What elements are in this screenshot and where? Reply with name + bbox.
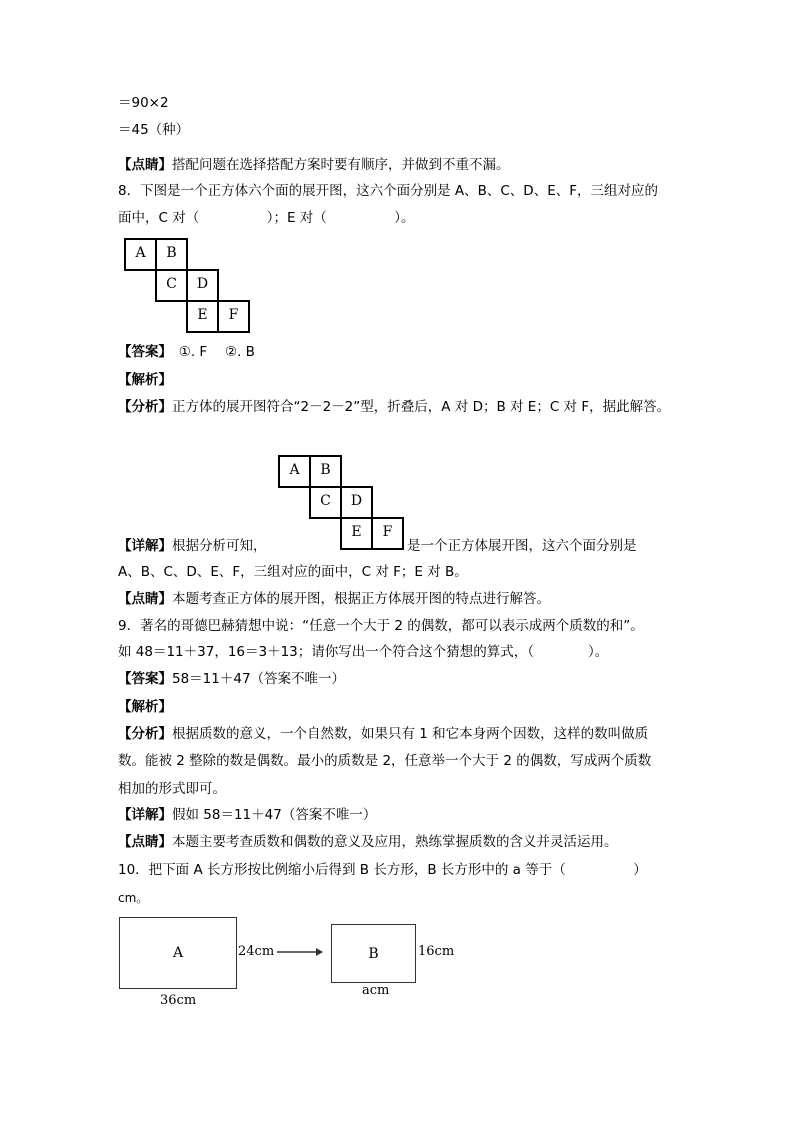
analysis-9-line2: 数。能被 2 整除的数是偶数。最小的质数是 2，任意举一个大于 2 的偶数，写成两个质数 (118, 753, 652, 769)
calc-line: ＝90×2 (118, 95, 169, 111)
question-10-line1: 10．把下面 A 长方形按比例缩小后得到 B 长方形，B 长方形中的 a 等于（ ） (118, 862, 647, 878)
analysis-heading: 【解析】 (118, 372, 172, 388)
net-face: C (309, 486, 342, 519)
text: 本题考查正方体的展开图，根据正方体展开图的特点进行解答。 (172, 591, 550, 607)
analysis-9 (118, 725, 648, 743)
arrow-icon (276, 946, 324, 958)
net-face: E (186, 300, 219, 333)
rectangle-b: B (331, 924, 416, 983)
text: 正方体的展开图符合“2－2－2”型，折叠后，A 对 D；B 对 E；C 对 F，据此解答。 (172, 399, 671, 415)
rectangle-a: A (119, 917, 237, 989)
net-face: A (278, 455, 311, 488)
text: ①. F ②. B (165, 344, 255, 360)
analysis-9-line3: 相加的形式即可。 (118, 781, 226, 797)
text: 搭配问题在选择搭配方案时要有顺序，并做到不重不漏。 (172, 157, 510, 173)
question-9-line1: 9．著名的哥德巴赫猜想中说：“任意一个大于 2 的偶数，都可以表示成两个质数的和”。 (118, 618, 644, 634)
tag: 【详解】 (118, 538, 172, 554)
question-9-line2: 如 48＝11＋37，16＝3＋13；请你写出一个符合这个猜想的算式，（ ）。 (118, 644, 609, 660)
net-face: B (155, 238, 188, 271)
detail-8-cont: 是一个正方体展开图，这六个面分别是 (407, 538, 637, 554)
question-10-line2: cm。 (118, 891, 149, 905)
comment-7 (118, 156, 510, 174)
net-face: E (340, 517, 373, 550)
label-a-height: 24cm (238, 944, 275, 959)
text: 根据分析可知， (172, 538, 267, 554)
net-face: C (155, 269, 188, 302)
question-8-line2: 面中，C 对（ ）；E 对（ ）。 (118, 210, 415, 226)
net-face: A (124, 238, 157, 271)
comment-9 (118, 833, 618, 851)
calc-result: ＝45（种） (118, 122, 190, 138)
detail-9 (118, 806, 376, 824)
label-b-width: acm (362, 983, 390, 998)
detail-8-line2: A、B、C、D、E、F，三组对应的面中，C 对 F；E 对 B。 (118, 564, 468, 580)
answer-8 (118, 343, 255, 361)
text: 本题主要考查质数和偶数的意义及应用，熟练掌握质数的含义并灵活运用。 (172, 834, 618, 850)
net-face: F (217, 300, 250, 333)
comment-8 (118, 590, 550, 608)
text: 假如 58＝11＋47（答案不唯一） (172, 807, 377, 823)
net-face: D (340, 486, 373, 519)
answer-9 (118, 670, 345, 688)
text: 根据质数的意义，一个自然数，如果只有 1 和它本身两个因数，这样的数叫做质 (172, 726, 649, 742)
net-face: D (186, 269, 219, 302)
question-8-line1: 8．下图是一个正方体六个面的展开图，这六个面分别是 A、B、C、D、E、F，三组对应的 (118, 183, 658, 199)
label-a-width: 36cm (160, 993, 197, 1008)
text: 58＝11＋47（答案不唯一） (172, 671, 346, 687)
analysis-8 (118, 398, 670, 416)
label-b-height: 16cm (418, 944, 455, 959)
net-face: F (371, 517, 404, 550)
tag: 【答案】 (118, 671, 172, 687)
tag: 【分析】 (118, 399, 172, 415)
tag: 【详解】 (118, 807, 172, 823)
tag: 【分析】 (118, 726, 172, 742)
tag: 【点睛】 (118, 157, 172, 173)
detail-8 (118, 537, 267, 555)
analysis-heading-9: 【解析】 (118, 699, 172, 715)
tag: 【答案】 (118, 344, 166, 360)
tag: 【点睛】 (118, 834, 172, 850)
tag: 【点睛】 (118, 591, 172, 607)
net-face: B (309, 455, 342, 488)
